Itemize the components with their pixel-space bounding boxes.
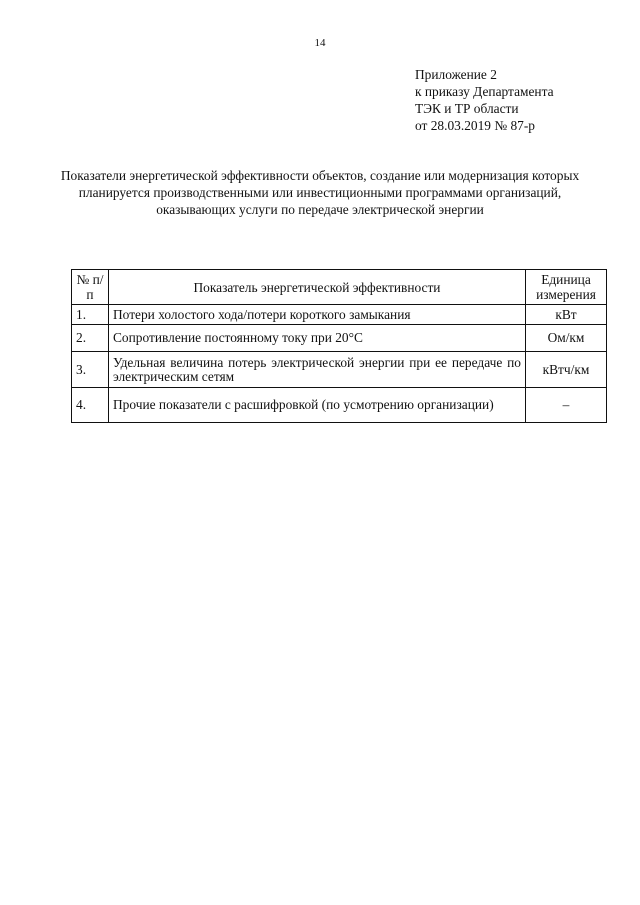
appendix-line: Приложение 2 (415, 67, 497, 82)
row-number: 2. (72, 325, 109, 352)
table-row (72, 388, 607, 423)
page-number: 14 (314, 37, 326, 49)
header-unit: Единица измерения (526, 270, 607, 305)
indicators-table (71, 269, 607, 423)
row-indicator: Прочие показатели с расшифровкой (по усмотрению организации) (109, 388, 526, 423)
header-indicator: Показатель энергетической эффективности (109, 270, 526, 305)
table-row (72, 352, 607, 388)
row-indicator: Удельная величина потерь электрической энергии при ее передаче по электрическим сетям (109, 352, 526, 388)
table-row (72, 325, 607, 352)
row-number: 3. (72, 352, 109, 388)
row-unit: кВтч/км (526, 352, 607, 388)
appendix-line: ТЭК и ТР области (415, 101, 519, 116)
appendix-line: к приказу Департамента (415, 84, 554, 99)
row-unit: – (526, 388, 607, 423)
row-number: 4. (72, 388, 109, 423)
row-unit: кВт (526, 305, 607, 325)
table-row (72, 305, 607, 325)
row-unit: Ом/км (526, 325, 607, 352)
row-number: 1. (72, 305, 109, 325)
appendix-block (415, 66, 554, 134)
table-header-row (72, 270, 607, 305)
row-indicator: Сопротивление постоянному току при 20°С (109, 325, 526, 352)
header-number: № п/п (72, 270, 109, 305)
row-indicator: Потери холостого хода/потери короткого замыкания (109, 305, 526, 325)
document-title: Показатели энергетической эффективности объектов, создание или модернизация которых планируется производственными или инвестиционными программами организаций, оказывающих услуги по передаче электрической энергии (60, 168, 580, 217)
appendix-line: от 28.03.2019 № 87-р (415, 118, 535, 133)
